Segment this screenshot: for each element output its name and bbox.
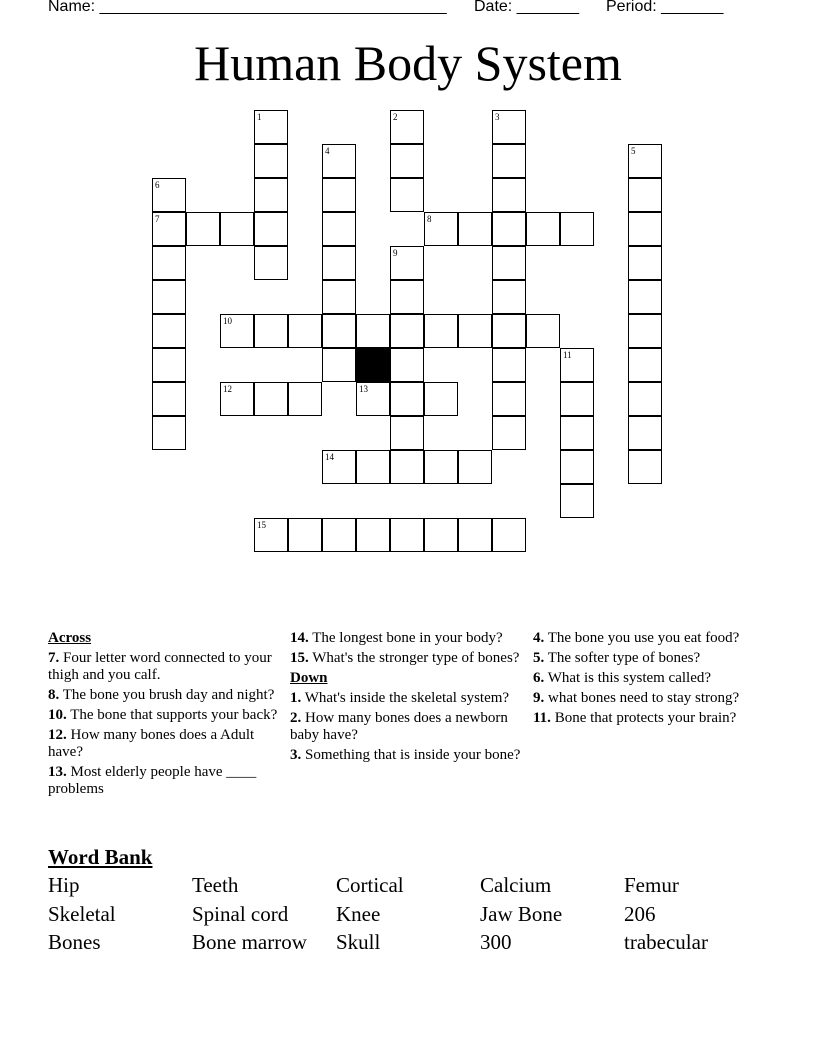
crossword-cell[interactable] [424, 212, 458, 246]
crossword-cell[interactable] [152, 416, 186, 450]
clue-across-15: 15. What's the stronger type of bones? [290, 650, 520, 666]
cell-number: 11 [563, 350, 572, 360]
word-bank-item: Skeletal [48, 901, 116, 926]
clue-across-8: 8. The bone you brush day and night? [48, 687, 275, 703]
crossword-cell[interactable] [152, 178, 186, 212]
crossword-cell[interactable] [254, 144, 288, 178]
crossword-cell[interactable] [628, 382, 662, 416]
crossword-cell[interactable] [322, 450, 356, 484]
crossword-cell[interactable] [628, 348, 662, 382]
crossword-cell[interactable] [492, 348, 526, 382]
clue-across-7: 7. Four letter word connected to your thigh and you calf. [48, 650, 272, 683]
clue-down-6: 6. What is this system called? [533, 670, 712, 686]
crossword-cell[interactable] [628, 212, 662, 246]
crossword-cell[interactable] [322, 212, 356, 246]
crossword-cell[interactable] [458, 314, 492, 348]
crossword-cell[interactable] [492, 110, 526, 144]
crossword-cell[interactable] [390, 382, 424, 416]
word-bank-item: Hip [48, 873, 80, 897]
crossword-cell[interactable] [390, 178, 424, 212]
crossword-cell[interactable] [526, 212, 560, 246]
crossword-cell[interactable] [152, 212, 186, 246]
crossword-cell[interactable] [322, 144, 356, 178]
crossword-cell[interactable] [390, 416, 424, 450]
crossword-cell[interactable] [322, 280, 356, 314]
crossword-cell[interactable] [288, 314, 322, 348]
word-bank-item: Skull [336, 930, 381, 954]
crossword-cell[interactable] [322, 518, 356, 552]
word-bank-item: Knee [336, 901, 381, 926]
crossword-cell[interactable] [390, 144, 424, 178]
crossword-cell[interactable] [220, 314, 254, 348]
crossword-cell[interactable] [390, 518, 424, 552]
crossword-cell[interactable] [322, 246, 356, 280]
clue-across-12: 12. How many bones does a Adult have? [48, 727, 255, 760]
clue-down-5: 5. The softer type of bones? [533, 650, 701, 666]
word-bank-item: Teeth [192, 873, 239, 897]
black-cell [356, 348, 390, 382]
word-bank-item: 300 [480, 930, 512, 954]
crossword-cell[interactable] [390, 280, 424, 314]
period-field[interactable]: Period: _______ [606, 0, 724, 15]
crossword-cell[interactable] [152, 314, 186, 348]
crossword-cell[interactable] [560, 382, 594, 416]
clue-down-11: 11. Bone that protects your brain? [533, 710, 737, 726]
crossword-cell[interactable] [322, 178, 356, 212]
crossword-cell[interactable] [560, 484, 594, 518]
crossword-cell[interactable] [424, 314, 458, 348]
crossword-cell[interactable] [152, 348, 186, 382]
cell-number: 2 [393, 112, 398, 122]
crossword-cell[interactable] [458, 518, 492, 552]
crossword-cell[interactable] [492, 144, 526, 178]
crossword-cell[interactable] [322, 348, 356, 382]
crossword-cell[interactable] [356, 518, 390, 552]
crossword-cell[interactable] [186, 212, 220, 246]
cell-number: 7 [155, 214, 160, 224]
crossword-cell[interactable] [288, 518, 322, 552]
crossword-cell[interactable] [390, 348, 424, 382]
crossword-cell[interactable] [152, 246, 186, 280]
cell-number: 10 [223, 316, 232, 326]
crossword-cell[interactable] [254, 110, 288, 144]
word-bank-item: Cortical [336, 873, 404, 897]
crossword-cell[interactable] [390, 314, 424, 348]
crossword-cell[interactable] [288, 382, 322, 416]
word-bank-item: Bones [48, 930, 101, 954]
cell-number: 6 [155, 180, 160, 190]
crossword-cell[interactable] [492, 382, 526, 416]
crossword-cell[interactable] [492, 416, 526, 450]
date-field[interactable]: Date: _______ [474, 0, 579, 15]
clue-down-9: 9. what bones need to stay strong? [533, 690, 740, 706]
cell-number: 5 [631, 146, 636, 156]
page-title: Human Body System [194, 35, 622, 91]
clue-column-1 [48, 630, 280, 801]
clue-column-3 [533, 630, 765, 730]
cell-number: 15 [257, 520, 266, 530]
crossword-cell[interactable] [628, 144, 662, 178]
clue-down-2: 2. How many bones does a newborn baby have? [290, 710, 508, 743]
crossword-cell[interactable] [492, 314, 526, 348]
clue-down-4: 4. The bone you use you eat food? [533, 630, 740, 646]
crossword-cell[interactable] [492, 212, 526, 246]
cell-number: 4 [325, 146, 330, 156]
crossword-cell[interactable] [458, 212, 492, 246]
clue-across-13: 13. Most elderly people have ____ problems [48, 764, 257, 797]
word-bank-item: Spinal cord [192, 901, 289, 926]
cell-number: 12 [223, 384, 232, 394]
crossword-cell[interactable] [424, 450, 458, 484]
crossword-cell[interactable] [458, 450, 492, 484]
crossword-cell[interactable] [254, 518, 288, 552]
crossword-cell[interactable] [152, 382, 186, 416]
clue-across-14: 14. The longest bone in your body? [290, 630, 503, 646]
crossword-cell[interactable] [560, 212, 594, 246]
crossword-cell[interactable] [560, 450, 594, 484]
crossword-cell[interactable] [628, 280, 662, 314]
word-bank-item: Bone marrow [192, 930, 307, 954]
name-field[interactable]: Name: _______________________________________ [48, 0, 447, 15]
crossword-cell[interactable] [492, 246, 526, 280]
crossword-cell[interactable] [322, 314, 356, 348]
crossword-cell[interactable] [560, 416, 594, 450]
crossword-cell[interactable] [254, 314, 288, 348]
crossword-cell[interactable] [492, 280, 526, 314]
crossword-cell[interactable] [628, 246, 662, 280]
crossword-cell[interactable] [492, 518, 526, 552]
word-bank-title: Word Bank [48, 845, 153, 869]
crossword-cell[interactable] [254, 212, 288, 246]
crossword-cell[interactable] [356, 382, 390, 416]
crossword-cell[interactable] [424, 518, 458, 552]
down-heading: Down [290, 670, 328, 686]
cell-number: 14 [325, 452, 334, 462]
crossword-cell[interactable] [424, 382, 458, 416]
cell-number: 1 [257, 112, 262, 122]
crossword-cell[interactable] [628, 178, 662, 212]
word-bank-item: Femur [624, 873, 679, 897]
cell-number: 3 [495, 112, 500, 122]
word-bank-item: Jaw Bone [480, 901, 563, 926]
crossword-cell[interactable] [254, 178, 288, 212]
crossword-cell[interactable] [356, 314, 390, 348]
crossword-cell[interactable] [492, 178, 526, 212]
crossword-cell[interactable] [560, 348, 594, 382]
crossword-cell[interactable] [254, 246, 288, 280]
clue-down-1: 1. What's inside the skeletal system? [290, 690, 510, 706]
word-bank-item: Calcium [480, 873, 552, 897]
crossword-cell[interactable] [356, 450, 390, 484]
crossword-cell[interactable] [390, 450, 424, 484]
clue-down-3: 3. Something that is inside your bone? [290, 747, 521, 763]
across-heading: Across [48, 630, 92, 646]
crossword-cell[interactable] [628, 416, 662, 450]
crossword-cell[interactable] [152, 280, 186, 314]
crossword-cell[interactable] [628, 450, 662, 484]
cell-number: 13 [359, 384, 368, 394]
clue-across-10: 10. The bone that supports your back? [48, 707, 278, 723]
clue-column-2 [290, 630, 522, 767]
crossword-cell[interactable] [390, 246, 424, 280]
crossword-cell[interactable] [390, 110, 424, 144]
word-bank-item: 206 [624, 901, 656, 926]
crossword-cell[interactable] [254, 382, 288, 416]
crossword-cell[interactable] [526, 314, 560, 348]
crossword-cell[interactable] [220, 212, 254, 246]
cell-number: 9 [393, 248, 398, 258]
crossword-cell[interactable] [220, 382, 254, 416]
word-bank-item: trabecular [624, 930, 708, 954]
crossword-cell[interactable] [628, 314, 662, 348]
cell-number: 8 [427, 214, 432, 224]
